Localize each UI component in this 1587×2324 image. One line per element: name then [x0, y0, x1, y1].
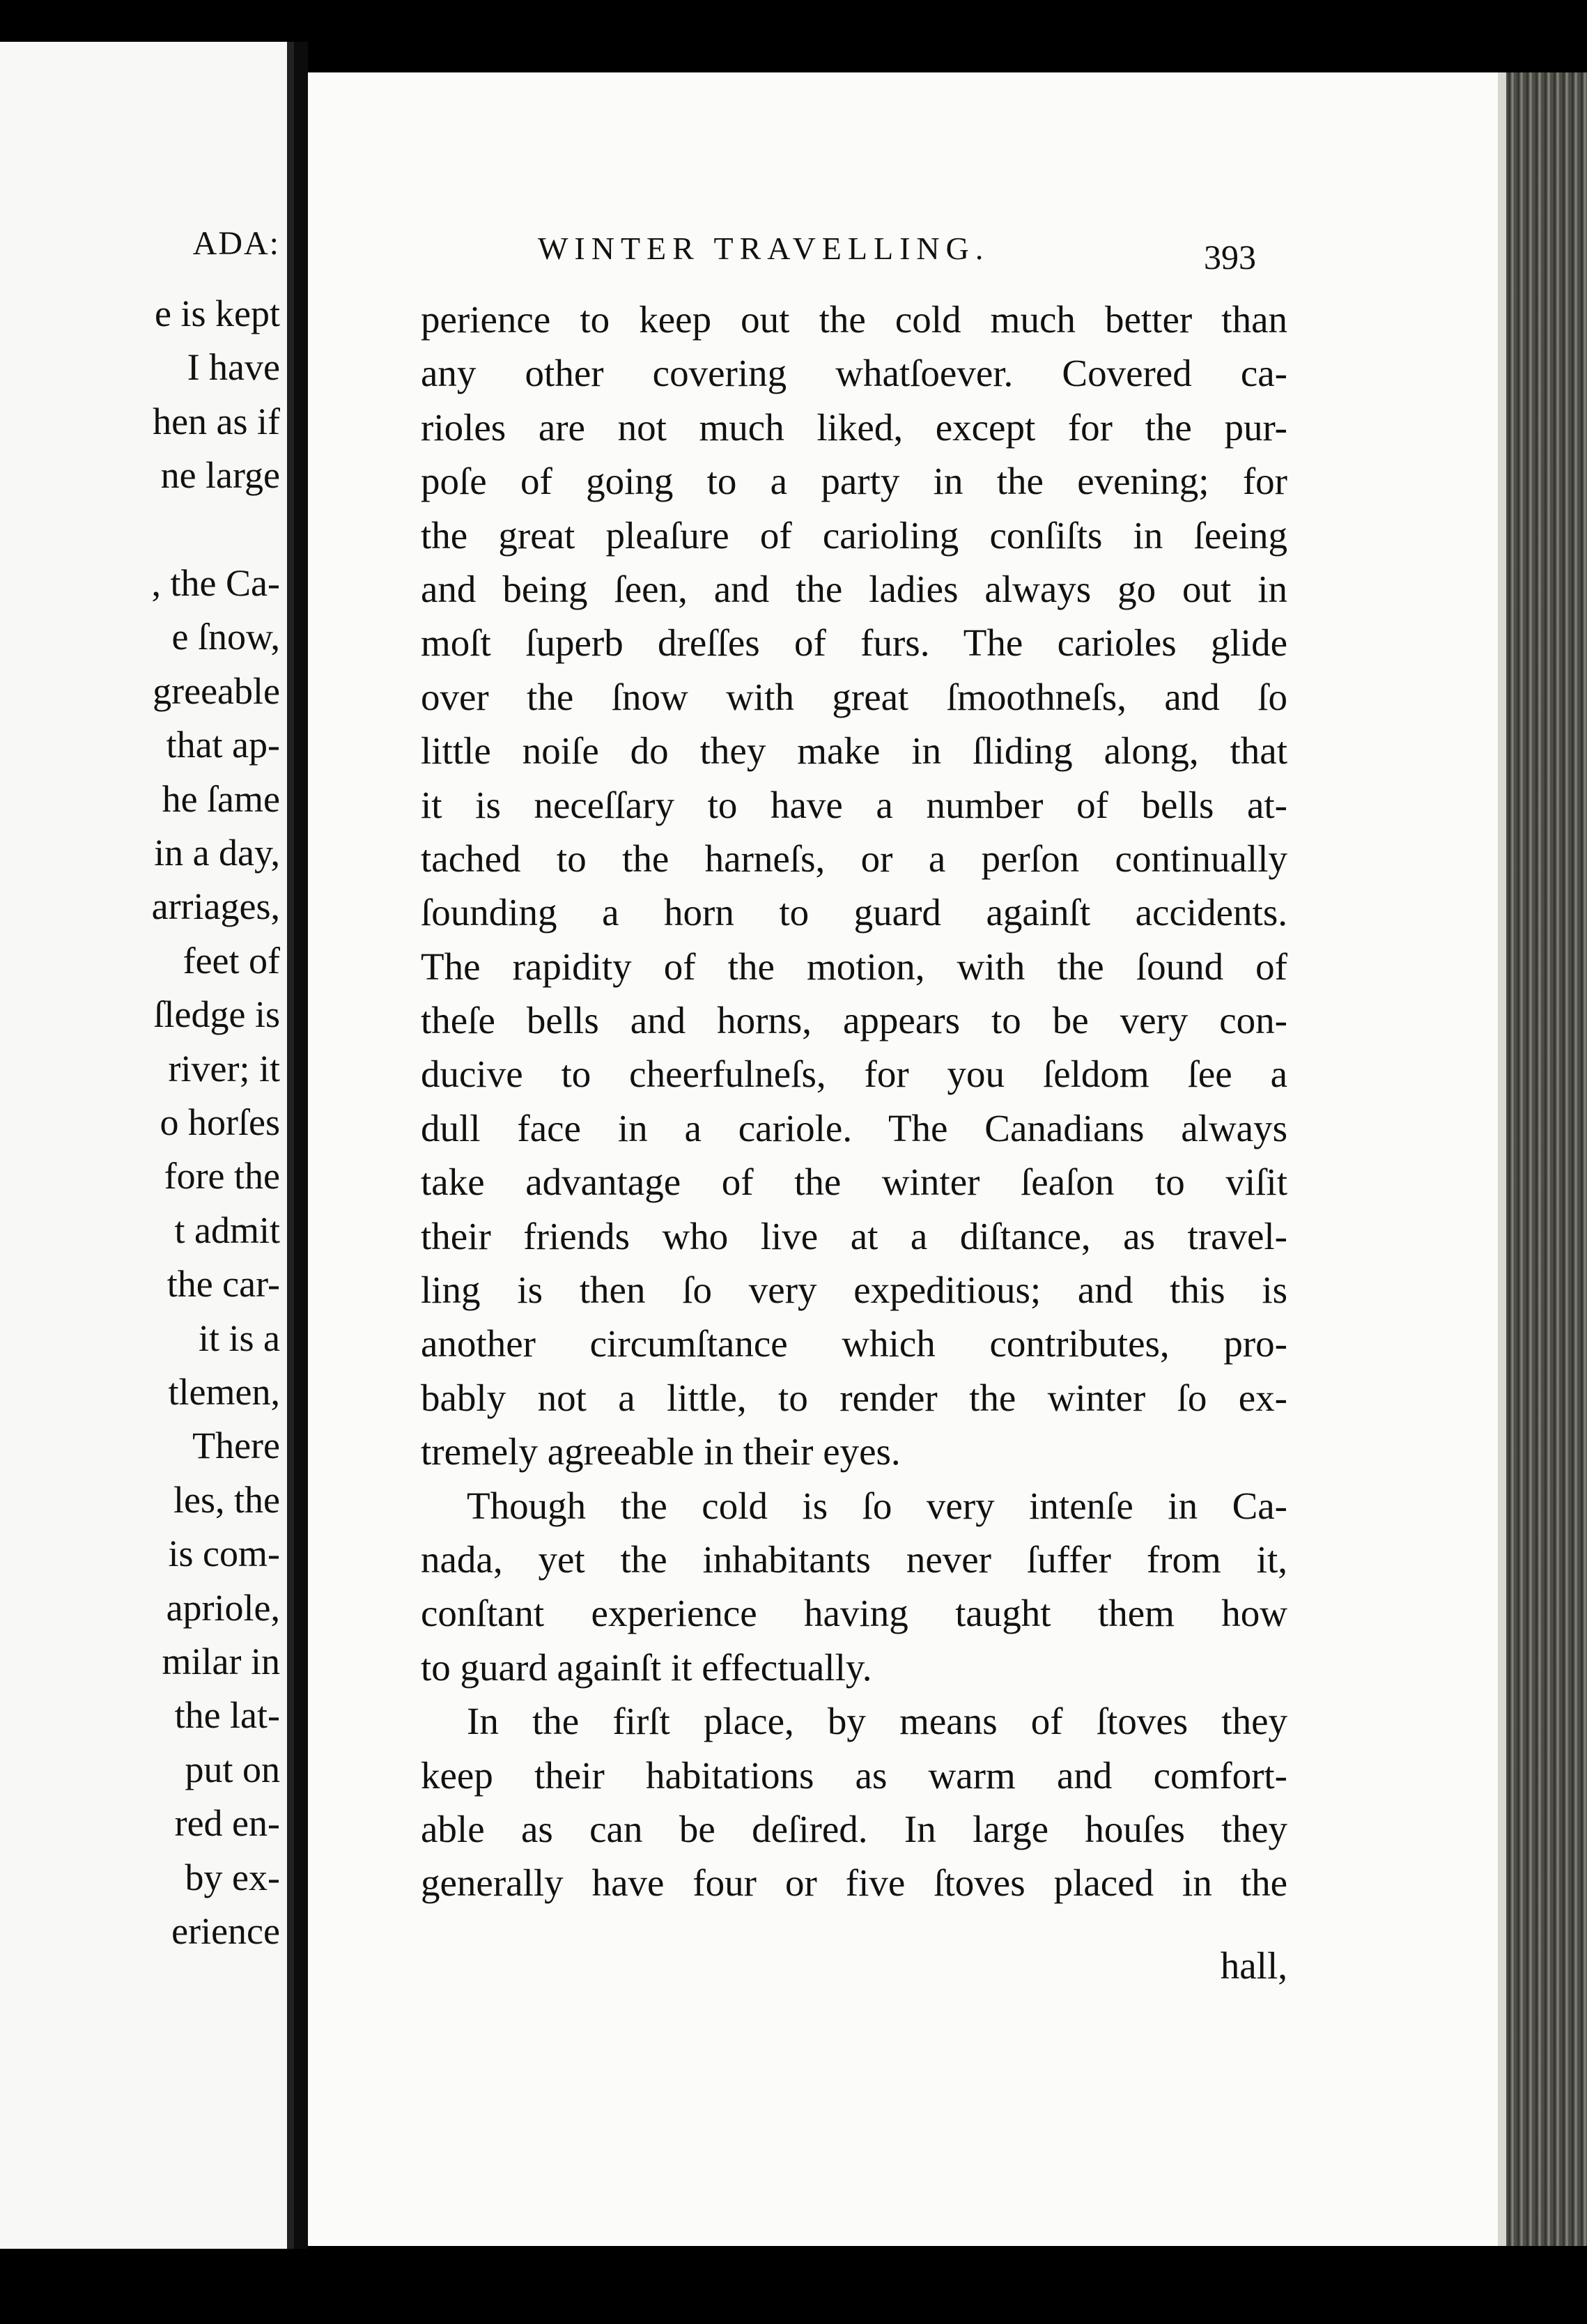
left-line: hen as if: [153, 401, 280, 442]
text-line: little noiſe do they make in ſliding along, that: [421, 729, 1287, 773]
text-line: able as can be deſired. In large houſes they: [421, 1807, 1287, 1850]
left-line: the lat-: [174, 1694, 280, 1736]
text-line: The rapidity of the motion, with the ſound of: [421, 945, 1287, 988]
left-line: red en-: [174, 1802, 280, 1844]
text-line: ducive to cheerfulneſs, for you ſeldom ſee a: [421, 1053, 1287, 1096]
left-line: les, the: [173, 1479, 280, 1521]
left-line: the car-: [167, 1263, 280, 1305]
left-line: ſledge is: [153, 993, 280, 1035]
text-line: poſe of going to a party in the evening; for: [421, 460, 1287, 503]
catchword: hall,: [1220, 1944, 1287, 1987]
text-line: rioles are not much liked, except for the pur-: [421, 405, 1287, 449]
left-line: erience: [171, 1910, 280, 1952]
left-line: t admit: [174, 1209, 280, 1251]
book-gutter: [294, 42, 308, 2249]
left-line: e ſnow,: [171, 616, 280, 658]
body-text: [421, 293, 1287, 1910]
text-line: moſt ſuperb dreſſes of furs. The carioles glide: [421, 621, 1287, 665]
page-number: 393: [1204, 238, 1256, 277]
left-line: fore the: [164, 1155, 280, 1197]
text-line: tremely agreeable in their eyes.: [421, 1430, 901, 1473]
text-line: and being ſeen, and the ladies always go out in: [421, 567, 1287, 610]
text-line: it is neceſſary to have a number of bells at-: [421, 783, 1287, 826]
left-line: arriages,: [151, 885, 280, 927]
left-line: greeable: [153, 670, 280, 712]
left-line: , the Ca-: [151, 562, 280, 604]
left-line: it is a: [199, 1317, 280, 1359]
left-running-head: ADA:: [192, 225, 280, 262]
text-line: take advantage of the winter ſeaſon to viſit: [421, 1161, 1287, 1204]
left-line: put on: [185, 1749, 280, 1790]
text-line: tached to the harneſs, or a perſon continually: [421, 837, 1287, 880]
facing-page-fragment: [0, 42, 294, 2249]
left-line: e is kept: [155, 293, 280, 334]
text-line: Though the cold is ſo very intenſe in Ca-: [467, 1484, 1287, 1527]
left-line: I have: [187, 346, 280, 388]
text-line: the great pleaſure of carioling conſiſts in ſeeing: [421, 513, 1287, 557]
text-line: ſounding a horn to guard againſt accidents.: [421, 891, 1287, 934]
text-line: dull face in a cariole. The Canadians always: [421, 1106, 1287, 1149]
running-head: WINTER TRAVELLING.: [538, 231, 990, 266]
left-line: by ex-: [185, 1857, 280, 1898]
text-line: bably not a little, to render the winter ſo ex-: [421, 1376, 1287, 1419]
left-line: ne large: [160, 454, 280, 496]
text-line: their friends who live at a diſtance, as travel-: [421, 1214, 1287, 1257]
left-line: o horſes: [160, 1101, 280, 1143]
text-line: conſtant experience having taught them how: [421, 1592, 1287, 1635]
page-edges: [1506, 72, 1587, 2246]
left-line: is com-: [168, 1533, 280, 1574]
text-line: keep their habitations as warm and comfort-: [421, 1753, 1287, 1797]
left-line: in a day,: [154, 832, 280, 874]
left-line: There: [192, 1425, 280, 1466]
left-line: apriole,: [166, 1587, 280, 1629]
left-line: that ap-: [166, 724, 280, 766]
text-line: theſe bells and horns, appears to be very con-: [421, 999, 1287, 1042]
text-line: In the firſt place, by means of ſtoves they: [467, 1700, 1287, 1743]
text-line: generally have four or five ſtoves placed in the: [421, 1861, 1287, 1905]
text-line: another circumſtance which contributes, pro-: [421, 1322, 1287, 1365]
left-line: feet of: [183, 940, 280, 982]
left-line: river; it: [168, 1048, 280, 1090]
text-line: to guard againſt it effectually.: [421, 1645, 872, 1689]
left-line: tlemen,: [168, 1371, 280, 1413]
text-line: ling is then ſo very expeditious; and this is: [421, 1269, 1287, 1312]
text-line: over the ſnow with great ſmoothneſs, and ſo: [421, 675, 1287, 718]
text-line: nada, yet the inhabitants never ſuffer from it,: [421, 1537, 1287, 1581]
text-line: any other covering whatſoever. Covered ca-: [421, 352, 1287, 395]
text-line: perience to keep out the cold much better than: [421, 298, 1287, 341]
left-line: he ſame: [162, 778, 280, 820]
left-line: milar in: [162, 1641, 280, 1682]
